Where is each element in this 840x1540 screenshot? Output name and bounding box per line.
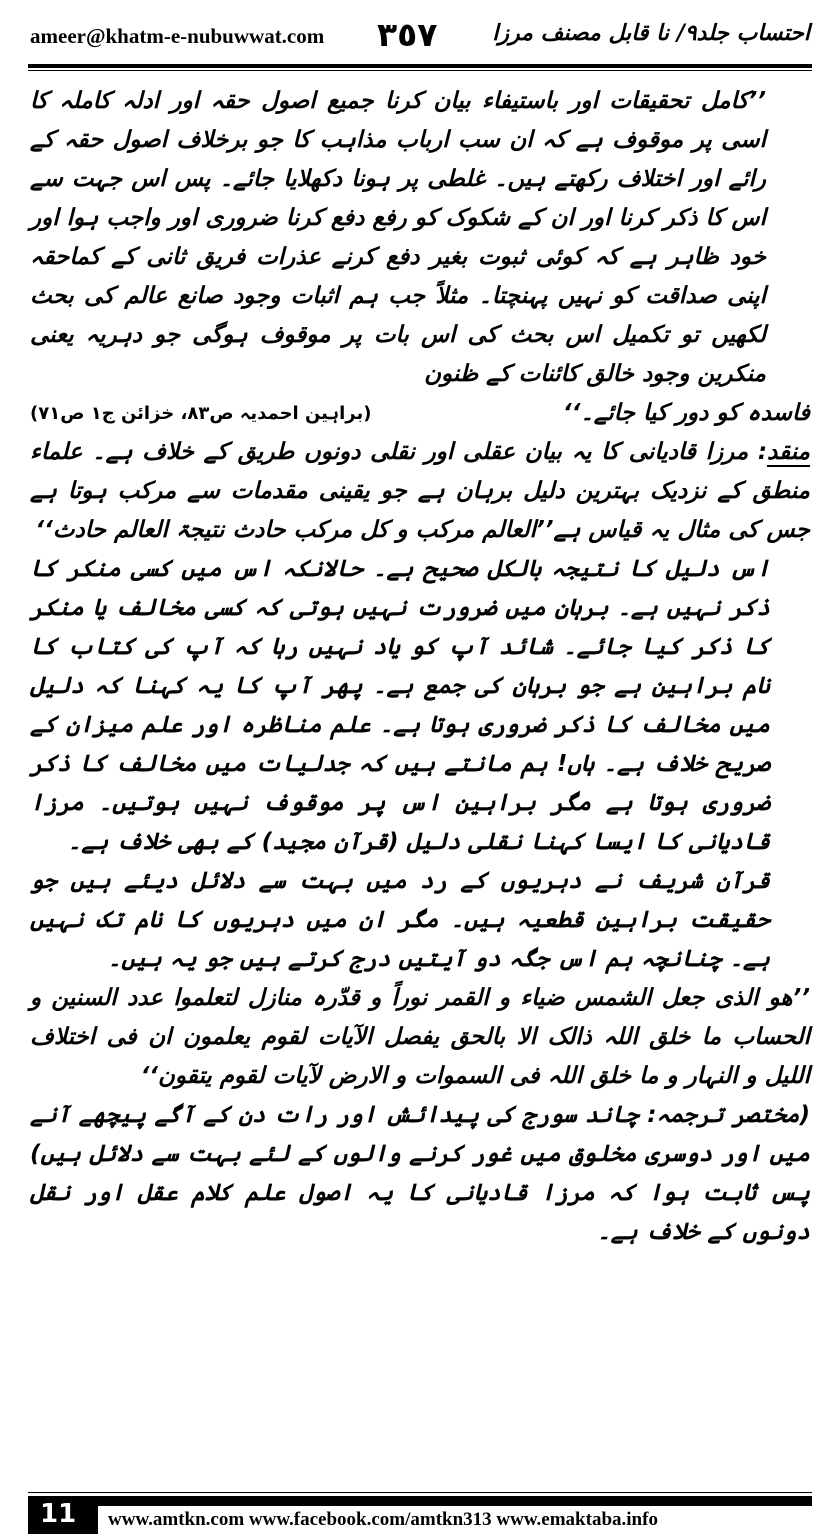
page-body: [30, 82, 810, 1252]
header-book-title: احتساب جلد۹/ نا قابل مصنف مرزا: [492, 20, 810, 46]
footer-rule: [28, 1492, 812, 1493]
citation: (براہین احمدیہ ص۸۳، خزائن ج۱ ص۷۱): [30, 403, 372, 424]
quote-paragraph: ’’کامل تحقیقات اور باستیفاء بیان کرنا جمیع اصول حقہ اور ادلہ کاملہ کا اسی پر موقوف ہے کہ ان سب ارباب مذاہب کا جو برخلاف اصول حقہ کے رائے اور اختلاف رکھتے ہیں۔ غلطی پر ہونا دکھلایا جائے۔ پس اس جہت سے اس کا ذکر کرنا اور ان کے شکوک کو رفع دفع کرنا ضروری اور واجب ہوا اور خود ظاہر ہے کہ کوئی ثبوت بغیر دفع کرنے عذرات فریق ثانی کے کماحقہ اپنی صداقت کو نہیں پہنچتا۔ مثلاً جب ہم اثبات وجود صانع عالم کی بحث لکھیں تو تکمیل اس بحث کی اس بات پر موقوف ہوگی جو دہریہ یعنی منکرین وجود خالق کائنات کے ظنون: [30, 88, 766, 387]
translation-paragraph: (مختصر ترجمہ: چاند سورج کی پیدائش اور رات دن کے آگے پیچھے آنے میں اور دوسری مخلوق میں غور کرنے والوں کے لئے بہت سے دلائل ہیں) پس ثابت ہوا کہ مرزا قادیانی کا یہ اصول علم کلام عقل اور نقل دونوں کے خلاف ہے۔: [30, 1102, 810, 1245]
quote-end-line: [30, 394, 810, 433]
header-rule: [28, 64, 812, 68]
footer-urls: www.amtkn.com www.facebook.com/amtkn313 www.emaktaba.info: [108, 1509, 658, 1530]
paragraph-2: اس دلیل کا نتیجہ بالکل صحیح ہے۔ حالانکہ اس میں کسی منکر کا ذکر نہیں ہے۔ برہان میں ضرورت نہیں ہوتی کہ کسی مخالف یا منکر کا ذکر کیا جائے۔ شائد آپ کو یاد نہیں رہا کہ آپ کی کتاب کا نام براہین ہے جو برہان کی جمع ہے۔ پھر آپ کا یہ کہنا کہ دلیل میں مخالف کا ذکر ضروری ہوتا ہے۔ علم مناظرہ اور علم میزان کے صریح خلاف ہے۔ ہاں! ہم مانتے ہیں کہ جدلیات میں مخالف کا ذکر ضروری ہوتا ہے مگر براہین اس پر موقوف نہیں ہوتیں۔ مرزا قادیانی کا ایسا کہنا نقلی دلیل (قرآن مجید) کے بھی خلاف ہے۔: [30, 556, 770, 855]
critique-paragraph: [30, 433, 810, 550]
arabic-verse: ’’ھو الذی جعل الشمس ضیاء و القمر نوراً و قدّرہ منازل لتعلموا عدد السنین و الحساب ما خلق اللہ ذالک الا بالحق یفصل الآیات لقوم یعلمون ان فی اختلاف اللیل و النہار و ما خلق اللہ فی السموات و الارض لآیات لقوم یتقون‘‘: [30, 985, 810, 1089]
paragraph-3: قرآن شریف نے دہریوں کے رد میں بہت سے دلائل دیئے ہیں جو حقیقت براہین قطعیہ ہیں۔ مگر ان میں دہریوں کا نام تک نہیں ہے۔ چنانچہ ہم اس جگہ دو آیتیں درج کرتے ہیں جو یہ ہیں۔: [30, 868, 770, 972]
header-email: ameer@khatm-e-nubuwwat.com: [30, 24, 325, 48]
critique-label: منقد: [767, 439, 810, 465]
quote-end: فاسدہ کو دور کیا جائے۔‘‘: [562, 400, 810, 426]
footer-bar: [98, 1496, 812, 1506]
header-rule-thin: [28, 70, 812, 71]
header-page-number: ٣٥٧: [377, 15, 438, 54]
footer-page-number: 11: [28, 1496, 98, 1534]
critique-text: : مرزا قادیانی کا یہ بیان عقلی اور نقلی دونوں طریق کے خلاف ہے۔ علماء منطق کے نزدیک بہترین دلیل برہان ہے جو یقینی مقدمات سے مرکب ہوتا ہے جس کی مثال یہ قیاس ہے’’العالم مرکب و کل مرکب حادث نتیجۃ العالم حادث‘‘: [30, 439, 810, 543]
